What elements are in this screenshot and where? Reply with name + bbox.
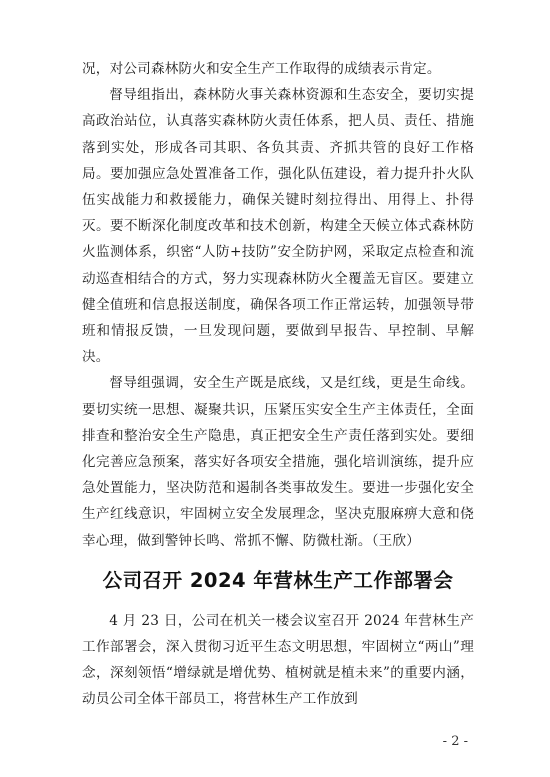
- paragraph-supervision-forest-fire: 督导组指出，森林防火事关森林资源和生态安全，要切实提高政治站位，认真落实森林防火责任体系，把人员、责任、措施落到实处，形成各司其职、各负其责、齐抓共管的良好工作格局。要加强应急处置准备工作，强化队伍建设，着力提升扑火队伍实战能力和救援能力，确保关键时刻拉得出、用得上、扑得灭。要不断深化制度改革和技术创新，构建全天候立体式森林防火监测体系，织密“人防+技防”安全防护网，采取定点检查和流动巡查相结合的方式，努力实现森林防火全覆盖无盲区。要建立健全值班和信息报送制度，确保各项工作正常运转，加强领导带班和情报反馈，一旦发现问题，要做到早报告、早控制、早解决。: [82, 87, 474, 366]
- paragraph-continuation: 况，对公司森林防火和安全生产工作取得的成绩表示肯定。: [82, 61, 441, 77]
- article-heading: 公司召开 2024 年营林生产工作部署会: [102, 568, 454, 592]
- paragraph-meeting: 4 月 23 日，公司在机关一楼会议室召开 2024 年营林生产工作部署会，深入贯彻习近平生态文明思想，牢固树立“两山”理念，深刻领悟“增绿就是增优势、植树就是植未来”的重要内涵，动员公司全体干部员工，将营林生产工作放到: [82, 612, 474, 708]
- page-number: - 2 -: [442, 734, 468, 749]
- paragraph-supervision-safety: 督导组强调，安全生产既是底线，又是红线，更是生命线。要切实统一思想、凝聚共识，压紧压实安全生产主体责任，全面排查和整治安全生产隐患，真正把安全生产责任落到实处。要细化完善应急预案，落实好各项安全措施，强化培训演练，提升应急处置能力，坚决防范和遏制各类事故发生。要进一步强化安全生产红线意识，牢固树立安全发展理念，坚决克服麻痹大意和侥幸心理，做到警钟长鸣、常抓不懈、防微杜渐。（王欣）: [82, 375, 474, 549]
- document-page: [82, 56, 474, 713]
